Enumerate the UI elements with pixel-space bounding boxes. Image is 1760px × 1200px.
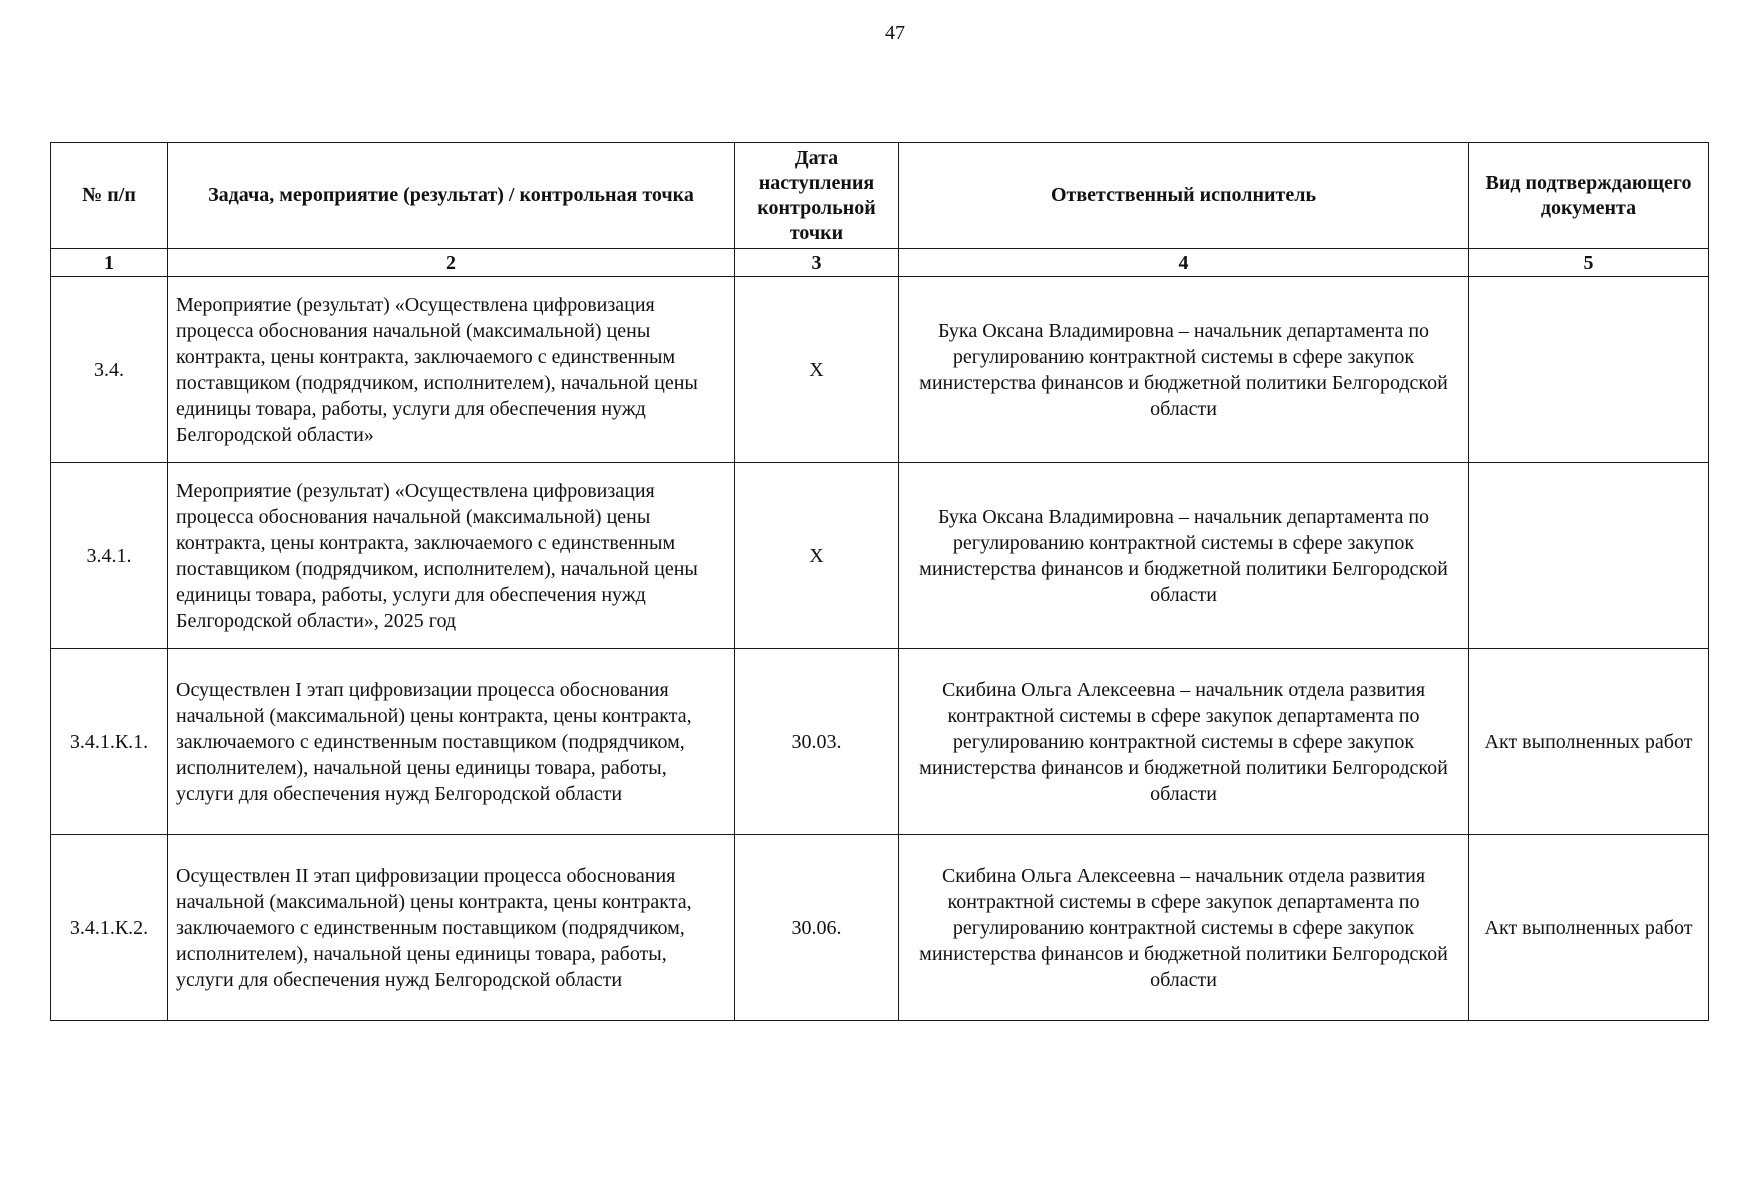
row-task: Мероприятие (результат) «Осуществлена цифровизация процесса обоснования начальной (максимальной) цены контракта, цены контракта, заключаемого с единственным поставщиком (подрядчиком, исполнителем), начальной цены единицы товара, работы, услуги для обеспечения нужд Белгородской области», 2025 год (168, 463, 735, 649)
table-row (51, 463, 1709, 649)
page-number: 47 (885, 22, 905, 44)
row-document: Акт выполненных работ (1469, 835, 1709, 1021)
header-number: № п/п (51, 143, 168, 249)
row-date: X (735, 463, 899, 649)
row-document (1469, 277, 1709, 463)
row-executor: Бука Оксана Владимировна – начальник департамента по регулированию контрактной системы в сфере закупок министерства финансов и бюджетной политики Белгородской области (899, 277, 1469, 463)
header-executor: Ответственный исполнитель (899, 143, 1469, 249)
row-date: X (735, 277, 899, 463)
header-document: Вид подтверждающего документа (1469, 143, 1709, 249)
row-number: 3.4. (51, 277, 168, 463)
table-row (51, 277, 1709, 463)
row-executor: Скибина Ольга Алексеевна – начальник отдела развития контрактной системы в сфере закупок департамента по регулированию контрактной системы в сфере закупок министерства финансов и бюджетной политики Белгородской области (899, 649, 1469, 835)
row-task: Осуществлен II этап цифровизации процесса обоснования начальной (максимальной) цены контракта, цены контракта, заключаемого с единственным поставщиком (подрядчиком, исполнителем), начальной цены единицы товара, работы, услуги для обеспечения нужд Белгородской области (168, 835, 735, 1021)
header-task: Задача, мероприятие (результат) / контрольная точка (168, 143, 735, 249)
row-date: 30.03. (735, 649, 899, 835)
row-document (1469, 463, 1709, 649)
control-points-table (50, 142, 1709, 1021)
row-task: Мероприятие (результат) «Осуществлена цифровизация процесса обоснования начальной (максимальной) цены контракта, цены контракта, заключаемого с единственным поставщиком (подрядчиком, исполнителем), начальной цены единицы товара, работы, услуги для обеспечения нужд Белгородской области» (168, 277, 735, 463)
row-number: 3.4.1. (51, 463, 168, 649)
row-date: 30.06. (735, 835, 899, 1021)
row-executor: Скибина Ольга Алексеевна – начальник отдела развития контрактной системы в сфере закупок департамента по регулированию контрактной системы в сфере закупок министерства финансов и бюджетной политики Белгородской области (899, 835, 1469, 1021)
column-number-row (51, 249, 1709, 277)
header-date: Дата наступления контрольной точки (735, 143, 899, 249)
row-document: Акт выполненных работ (1469, 649, 1709, 835)
column-number: 2 (168, 249, 735, 277)
table-header-row (51, 143, 1709, 249)
column-number: 5 (1469, 249, 1709, 277)
table-row (51, 835, 1709, 1021)
table-row (51, 649, 1709, 835)
row-task: Осуществлен I этап цифровизации процесса обоснования начальной (максимальной) цены контракта, цены контракта, заключаемого с единственным поставщиком (подрядчиком, исполнителем), начальной цены единицы товара, работы, услуги для обеспечения нужд Белгородской области (168, 649, 735, 835)
row-number: 3.4.1.К.1. (51, 649, 168, 835)
row-number: 3.4.1.К.2. (51, 835, 168, 1021)
row-executor: Бука Оксана Владимировна – начальник департамента по регулированию контрактной системы в сфере закупок министерства финансов и бюджетной политики Белгородской области (899, 463, 1469, 649)
column-number: 1 (51, 249, 168, 277)
column-number: 3 (735, 249, 899, 277)
column-number: 4 (899, 249, 1469, 277)
